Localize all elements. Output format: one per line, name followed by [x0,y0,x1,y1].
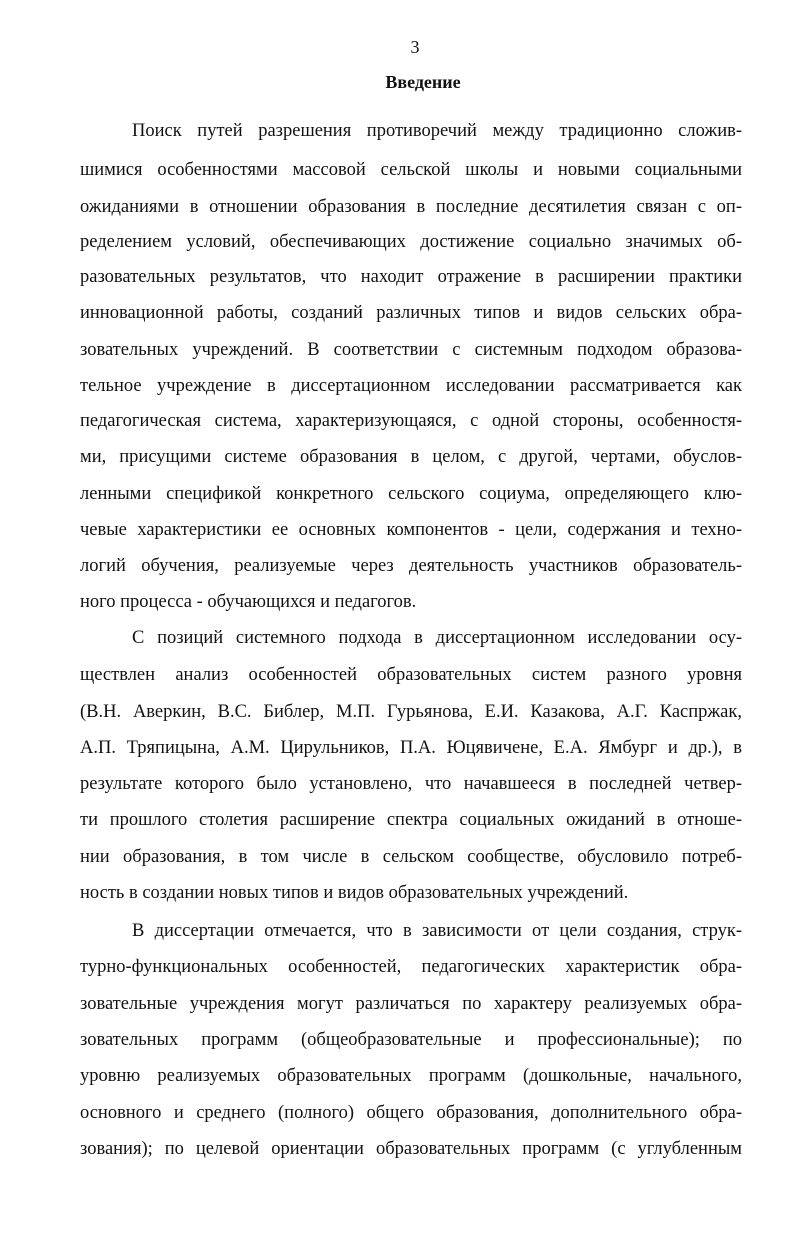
text-line: ти прошлого столетия расширение спектра социальных ожиданий в отноше- [80,810,742,830]
text-line: В диссертации отмечается, что в зависимости от цели создания, струк- [132,921,742,941]
text-line: зовательные учреждения могут различаться по характеру реализуемых обра- [80,994,742,1014]
text-line: нии образования, в том числе в сельском сообществе, обусловило потреб- [80,847,742,867]
text-line: разовательных результатов, что находит отражение в расширении практики [80,267,742,287]
text-line: (В.Н. Аверкин, В.С. Библер, М.П. Гурьянова, Е.И. Казакова, А.Г. Каспржак, [80,702,742,722]
text-line: ределением условий, обеспечивающих достижение социально значимых об- [80,232,742,252]
text-line: ность в создании новых типов и видов образовательных учреждений. [80,883,629,903]
text-line: зовательных учреждений. В соответствии с системным подходом образова- [80,340,742,360]
text-line: Поиск путей разрешения противоречий между традиционно сложив- [132,121,742,141]
text-line: тельное учреждение в диссертационном исследовании рассматривается как [80,376,742,396]
text-line: зовательных программ (общеобразовательные и профессиональные); по [80,1030,742,1050]
text-line: шимися особенностями массовой сельской школы и новыми социальными [80,160,742,180]
page-title: Введение [385,72,461,92]
text-line: логий обучения, реализуемые через деятельность участников образователь- [80,556,742,576]
text-line: ществлен анализ особенностей образовательных систем разного уровня [80,665,742,685]
text-line: ожиданиями в отношении образования в последние десятилетия связан с оп- [80,197,742,217]
text-line: ленными спецификой конкретного сельского социума, определяющего клю- [80,484,742,504]
text-line: зования); по целевой ориентации образовательных программ (с углубленным [80,1139,742,1159]
text-line: А.П. Тряпицына, А.М. Цирульников, П.А. Юцявичене, Е.А. Ямбург и др.), в [80,738,742,758]
text-line: ного процесса - обучающихся и педагогов. [80,592,417,612]
page-number: 3 [410,37,420,57]
text-line: педагогическая система, характеризующаяся, с одной стороны, особенностя- [80,411,742,431]
text-line: ми, присущими системе образования в целом, с другой, чертами, обуслов- [80,447,742,467]
text-line: основного и среднего (полного) общего образования, дополнительного обра- [80,1103,742,1123]
text-line: турно-функциональных особенностей, педагогических характеристик обра- [80,957,742,977]
text-line: результате которого было установлено, что начавшееся в последней четвер- [80,774,742,794]
text-line: чевые характеристики ее основных компонентов - цели, содержания и техно- [80,520,742,540]
text-line: инновационной работы, созданий различных типов и видов сельских обра- [80,303,742,323]
text-line: С позиций системного подхода в диссертационном исследовании осу- [132,628,742,648]
text-line: уровню реализуемых образовательных программ (дошкольные, начального, [80,1066,742,1086]
